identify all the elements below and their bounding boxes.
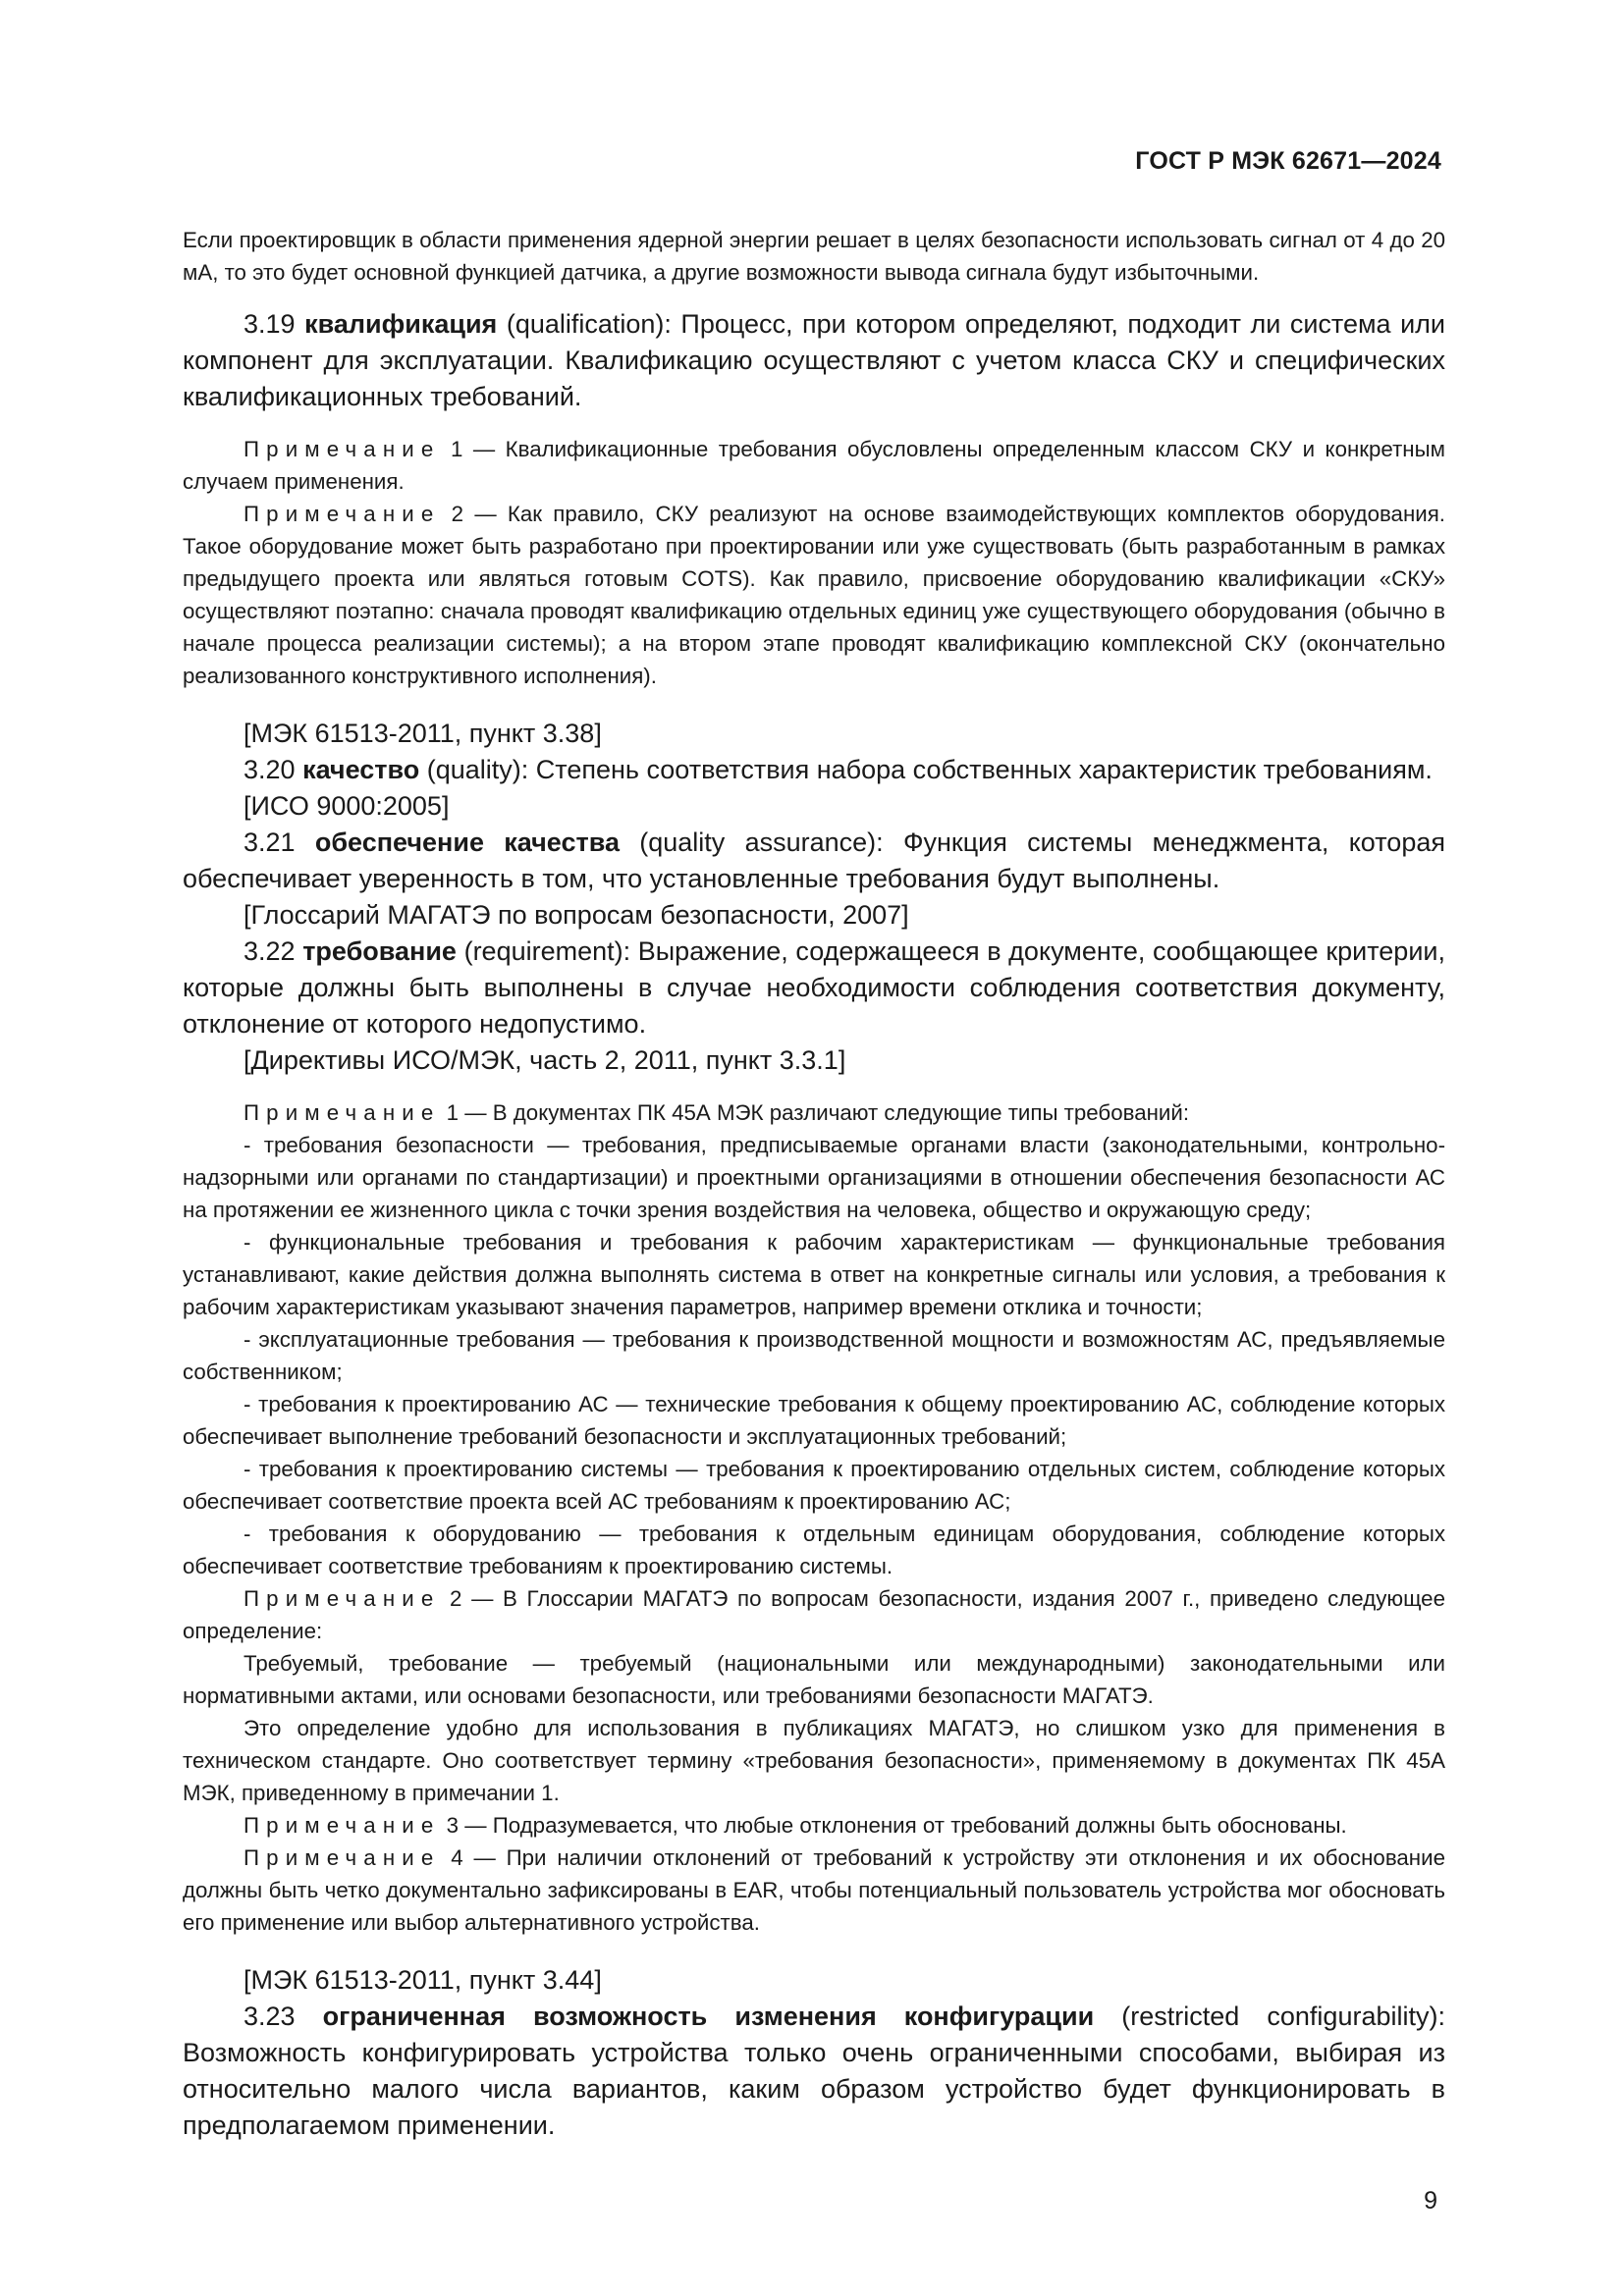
requirement-type-item: - требования к проектированию системы — требования к проектированию отдельных систем, соблюдение которых обеспечивает соответствие проекта всей АС требованиям к проектированию АС; xyxy=(183,1457,1445,1514)
requirement-type-item: - требования к проектированию АС — технические требования к общему проектированию АС, соблюдение которых обеспечивает выполнение требований безопасности и эксплуатационных требований; xyxy=(183,1392,1445,1449)
term-3-19-title: квалификация xyxy=(304,309,498,339)
reference-3-21: [Глоссарий МАГАТЭ по вопросам безопасности, 2007] xyxy=(244,900,909,930)
term-3-22: 3.22 требование (requirement): Выражение, содержащееся в документе, сообщающее критерии, которые должны быть выполнены в случае необходимости соблюдения соответствия документу, отклонение от которого недопустимо. xyxy=(183,936,1445,1039)
intro-paragraph: Если проектировщик в области применения ядерной энергии решает в целях безопасности использовать сигнал от 4 до 20 мА, то это будет основной функцией датчика, а другие возможности вывода сигнала будут избыточными. xyxy=(183,228,1445,285)
term-3-21-title: обеспечение качества xyxy=(314,828,620,857)
note-3-22-3: Примечание 3 — Подразумевается, что любые отклонения от требований должны быть обоснованы. xyxy=(244,1813,1347,1838)
term-3-21: 3.21 обеспечение качества (quality assurance): Функция системы менеджмента, которая обеспечивает уверенность в том, что установленные требования будут выполнены. xyxy=(183,828,1445,893)
term-3-23: 3.23 ограниченная возможность изменения конфигурации (restricted configurability): Возможность конфигурировать устройства только очень ограниченными способами, выбирая из относительно малого числа вариантов, каким образом устройство будет функционировать в предполагаемом применении. xyxy=(183,2002,1445,2140)
note-3-22-2-quote: Требуемый, требование — требуемый (национальными или международными) законодательными или нормативными актами, или основами безопасности, или требованиями безопасности МАГАТЭ. xyxy=(183,1651,1445,1708)
term-3-20: 3.20 качество (quality): Степень соответствия набора собственных характеристик требованиям. xyxy=(244,755,1433,784)
page-body xyxy=(183,224,1445,2144)
note-3-22-2: Примечание 2 — В Глоссарии МАГАТЭ по вопросам безопасности, издания 2007 г., приведено следующее определение: xyxy=(183,1586,1445,1643)
note-3-22-1: Примечание 1 — В документах ПК 45А МЭК различают следующие типы требований: xyxy=(244,1100,1190,1125)
note-3-22-4: Примечание 4 — При наличии отклонений от требований к устройству эти отклонения и их обоснование должны быть четко документально зафиксированы в EAR, чтобы потенциальный пользователь устройства мог обосновать его применение или выбор альтернативного устройства. xyxy=(183,1845,1445,1935)
reference-3-19: [МЭК 61513-2011, пункт 3.38] xyxy=(244,719,602,748)
reference-3-22-b: [МЭК 61513-2011, пункт 3.44] xyxy=(244,1965,602,1995)
requirement-type-item: - требования безопасности — требования, предписываемые органами власти (законодательными, контрольно-надзорными или органами по стандартизации) и проектными организациями в отношении обеспечения безопасности АС на протяжении ее жизненного цикла с точки зрения воздействия на человека, общество и окружающую среду; xyxy=(183,1133,1445,1222)
term-3-20-title: качество xyxy=(302,755,420,784)
note-3-22-2-comment: Это определение удобно для использования в публикациях МАГАТЭ, но слишком узко для применения в техническом стандарте. Оно соответствует термину «требования безопасности», применяемому в документах ПК 45А МЭК, приведенному в примечании 1. xyxy=(183,1716,1445,1805)
requirement-type-item: - требования к оборудованию — требования к отдельным единицам оборудования, соблюдение которых обеспечивает соответствие требованиям к проектированию системы. xyxy=(183,1522,1445,1578)
reference-3-22: [Директивы ИСО/МЭК, часть 2, 2011, пункт 3.3.1] xyxy=(244,1045,846,1075)
requirement-type-item: - функциональные требования и требования к рабочим характеристикам — функциональные требования устанавливают, какие действия должна выполнять система в ответ на конкретные сигналы или условия, а требования к рабочим характеристикам указывают значения параметров, например времени отклика и точности; xyxy=(183,1230,1445,1319)
document-code: ГОСТ Р МЭК 62671—2024 xyxy=(1135,147,1441,175)
term-3-23-title: ограниченная возможность изменения конфигурации xyxy=(322,2002,1095,2031)
term-3-22-title: требование xyxy=(302,936,457,966)
reference-3-20: [ИСО 9000:2005] xyxy=(244,791,450,821)
note-3-19-1: Примечание 1 — Квалификационные требования обусловлены определенным классом СКУ и конкретным случаем применения. xyxy=(183,437,1445,494)
term-3-19: 3.19 квалификация (qualification): Процесс, при котором определяют, подходит ли система или компонент для эксплуатации. Квалификацию осуществляют с учетом класса СКУ и специфических квалификационных требований. xyxy=(183,309,1445,411)
requirement-type-item: - эксплуатационные требования — требования к производственной мощности и возможностям АС, предъявляемые собственником; xyxy=(183,1327,1445,1384)
note-3-19-2: Примечание 2 — Как правило, СКУ реализуют на основе взаимодействующих комплектов оборудования. Такое оборудование может быть разработано при проектировании или уже существовать (быть разработанным в рамках предыдущего проекта или являться готовым COTS). Как правило, присвоение оборудованию квалификации «СКУ» осуществляют поэтапно: сначала проводят квалификацию отдельных единиц уже существующего оборудования (обычно в начале процесса реализации системы); а на втором этапе проводят квалификацию комплексной СКУ (окончательно реализованного конструктивного исполнения). xyxy=(183,502,1445,688)
page-number: 9 xyxy=(1424,2187,1437,2215)
